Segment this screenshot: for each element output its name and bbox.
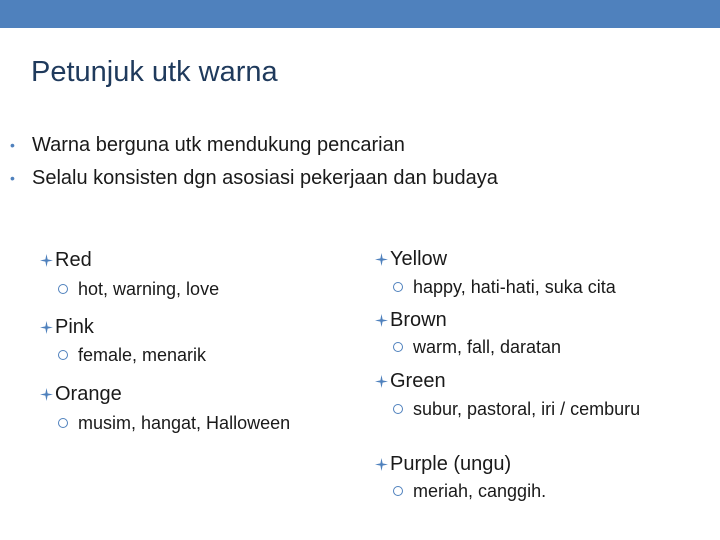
circle-bullet-icon: [58, 350, 68, 360]
color-desc-pink: female, menarik: [39, 344, 349, 376]
slide-title: Petunjuk utk warna: [31, 56, 278, 88]
color-desc-green: subur, pastoral, iri / cemburu: [374, 398, 643, 448]
color-name: Green: [390, 370, 446, 392]
bullet-item: [8, 131, 498, 164]
color-name: Purple (ungu): [390, 453, 512, 475]
color-item-red: [39, 242, 349, 278]
color-item-yellow: [374, 242, 674, 276]
sparkle-bullet-icon: [374, 313, 388, 327]
color-item-brown: [374, 304, 674, 336]
right-color-column: [374, 242, 674, 508]
sparkle-bullet-icon: [39, 387, 53, 401]
left-color-column: [39, 242, 349, 444]
color-desc-orange: musim, hangat, Halloween: [39, 412, 349, 444]
color-item-pink: [39, 310, 349, 344]
color-name: Pink: [55, 316, 94, 338]
color-desc-purple: meriah, canggih.: [374, 480, 674, 508]
circle-bullet-icon: [58, 418, 68, 428]
color-name: Yellow: [390, 248, 448, 270]
color-desc-yellow: happy, hati-hati, suka cita: [374, 276, 674, 304]
color-item-green: [374, 364, 674, 398]
bullet-dot-icon: •: [10, 137, 15, 153]
main-bullet-list: [8, 131, 498, 197]
circle-bullet-icon: [393, 282, 403, 292]
circle-bullet-icon: [58, 284, 68, 294]
sparkle-bullet-icon: [39, 320, 53, 334]
circle-bullet-icon: [393, 486, 403, 496]
bullet-text: Selalu konsisten dgn asosiasi pekerjaan dan budaya: [32, 167, 498, 189]
color-name: Brown: [390, 309, 447, 331]
sparkle-bullet-icon: [374, 457, 388, 471]
sparkle-bullet-icon: [374, 374, 388, 388]
sparkle-bullet-icon: [39, 253, 53, 267]
bullet-item: [8, 164, 498, 197]
color-name: Orange: [55, 383, 122, 405]
bullet-dot-icon: •: [10, 170, 15, 186]
top-accent-bar: [0, 0, 720, 28]
bullet-text: Warna berguna utk mendukung pencarian: [32, 134, 405, 156]
color-item-purple: [374, 448, 674, 480]
color-desc-brown: warm, fall, daratan: [374, 336, 674, 364]
sparkle-bullet-icon: [374, 252, 388, 266]
circle-bullet-icon: [393, 404, 403, 414]
color-item-orange: [39, 376, 349, 412]
color-name: Red: [55, 249, 92, 271]
circle-bullet-icon: [393, 342, 403, 352]
color-desc-red: hot, warning, love: [39, 278, 349, 310]
